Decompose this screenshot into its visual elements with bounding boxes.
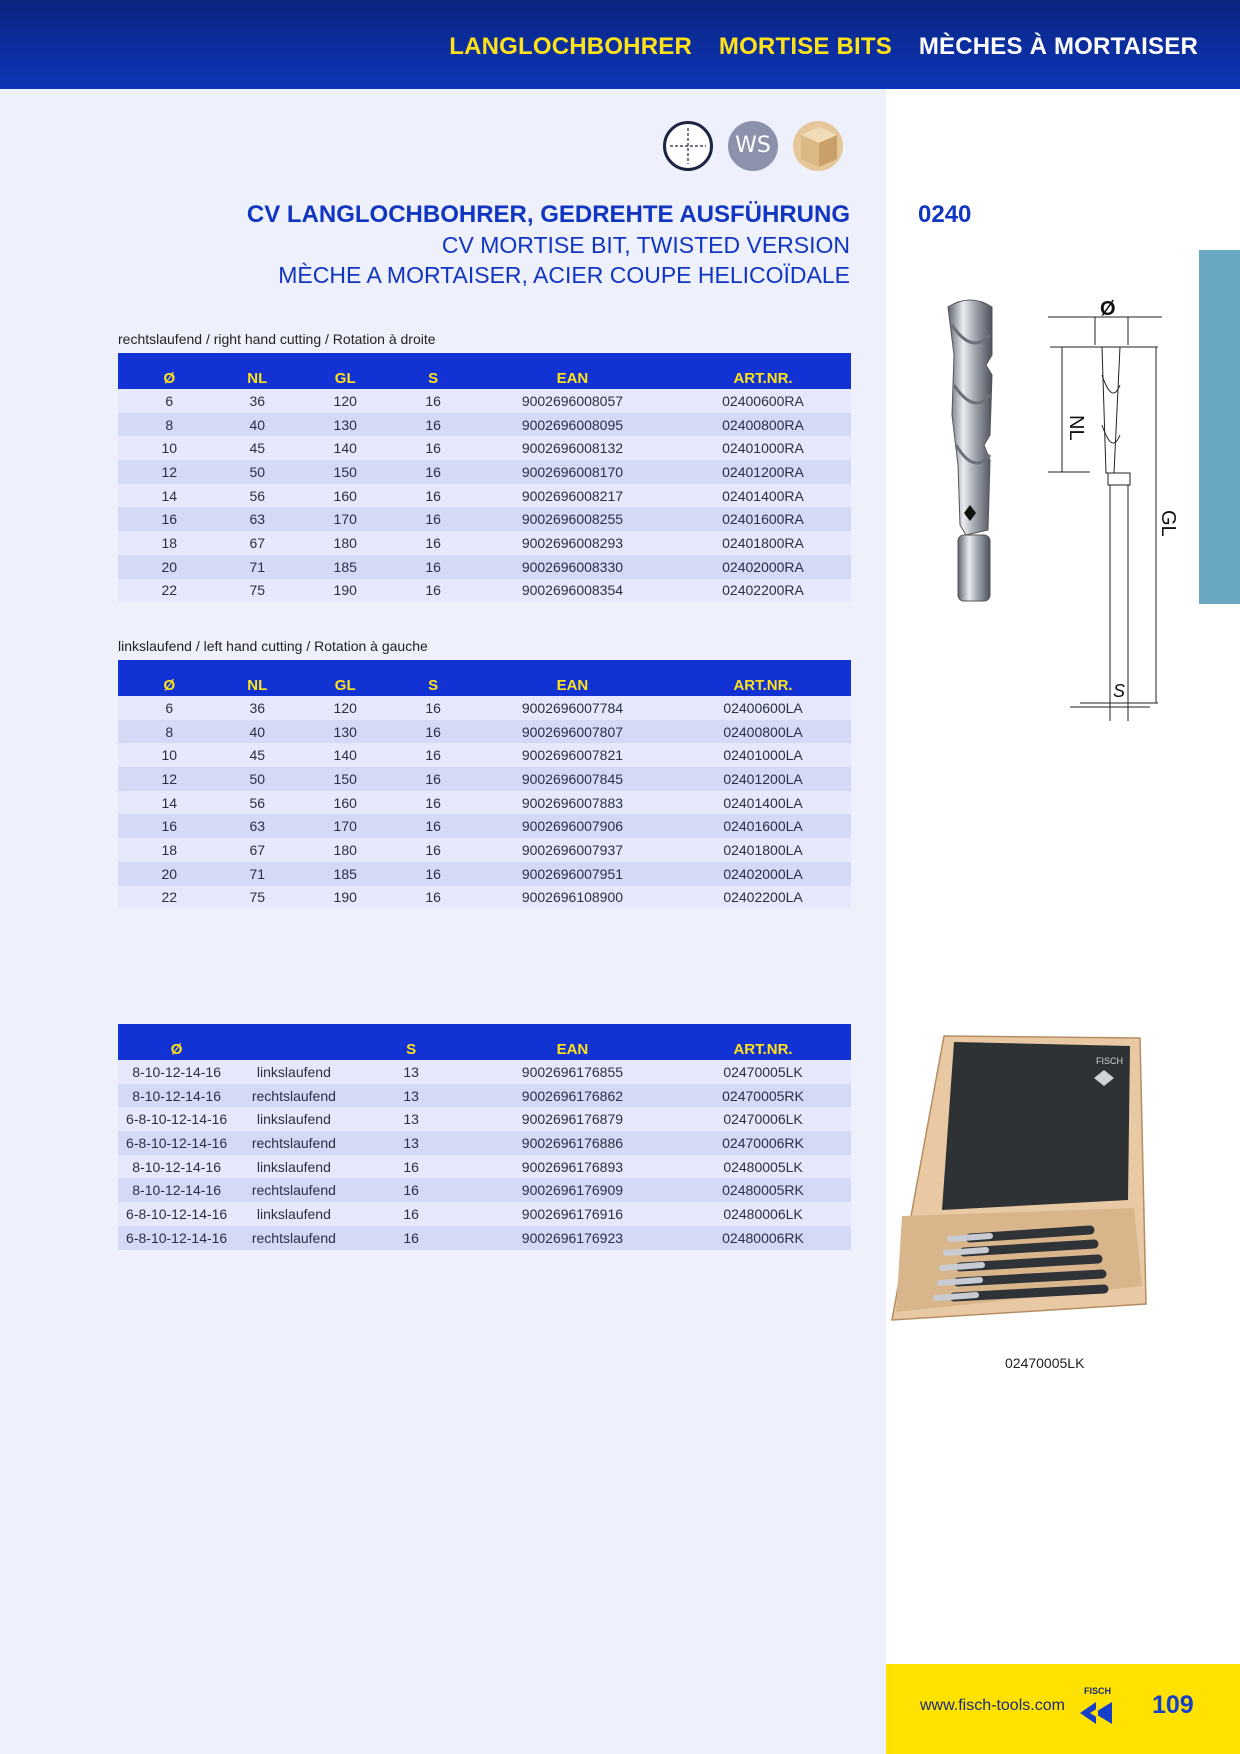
table-right-hand [118, 353, 851, 602]
cell-nl: 56 [221, 484, 294, 508]
cell-ean: 9002696007906 [470, 814, 675, 838]
cell-nl: 75 [221, 579, 294, 603]
cell-ean: 9002696007937 [470, 838, 675, 862]
cell-diameter: 20 [118, 555, 221, 579]
table-row [118, 413, 851, 437]
cell-direction: rechtslaufend [235, 1226, 352, 1250]
cell-gl: 185 [294, 862, 397, 886]
table-row [118, 1155, 851, 1179]
cell-artnr: 02470005RK [675, 1084, 851, 1108]
col-header-artnr: ART.NR. [675, 660, 851, 696]
cell-diameter: 22 [118, 886, 221, 910]
cell-diameter: 8 [118, 413, 221, 437]
side-tab [1199, 250, 1240, 604]
cell-ean: 9002696008132 [470, 436, 675, 460]
table-row [118, 507, 851, 531]
cell-gl: 130 [294, 720, 397, 744]
cell-gl: 120 [294, 389, 397, 413]
cell-ean: 9002696176909 [470, 1178, 675, 1202]
cell-s: 16 [397, 886, 470, 910]
cell-direction: linkslaufend [235, 1060, 352, 1084]
cell-diameter: 18 [118, 531, 221, 555]
cell-diameter: 18 [118, 838, 221, 862]
cell-s: 16 [397, 838, 470, 862]
cell-diameter: 16 [118, 507, 221, 531]
cell-ean: 9002696007845 [470, 767, 675, 791]
cell-nl: 71 [221, 862, 294, 886]
cell-gl: 160 [294, 791, 397, 815]
footer-url-link[interactable]: www.fisch-tools.com [920, 1697, 1065, 1714]
cell-ean: 9002696176923 [470, 1226, 675, 1250]
col-header-ean: EAN [470, 353, 675, 389]
cell-artnr: 02401000LA [675, 743, 851, 767]
col-header-diameter: Ø [118, 1024, 235, 1060]
table-row [118, 1107, 851, 1131]
cell-gl: 190 [294, 886, 397, 910]
cell-artnr: 02402000LA [675, 862, 851, 886]
cell-ean: 9002696176893 [470, 1155, 675, 1179]
cell-diameter: 8-10-12-14-16 [118, 1084, 235, 1108]
cell-nl: 63 [221, 814, 294, 838]
cell-artnr: 02401200LA [675, 767, 851, 791]
cell-s: 16 [397, 460, 470, 484]
header-title-fr: MÈCHES À MORTAISER [918, 33, 1198, 60]
cell-ean: 9002696008255 [470, 507, 675, 531]
cell-diameter: 6 [118, 696, 221, 720]
cell-artnr: 02470006LK [675, 1107, 851, 1131]
cell-diameter: 6-8-10-12-14-16 [118, 1226, 235, 1250]
cell-diameter: 6 [118, 389, 221, 413]
cell-s: 16 [397, 413, 470, 437]
col-header-s: S [353, 1024, 470, 1060]
cell-diameter: 14 [118, 791, 221, 815]
cell-s: 16 [397, 484, 470, 508]
table-row [118, 720, 851, 744]
cell-s: 16 [397, 743, 470, 767]
cell-nl: 50 [221, 767, 294, 791]
table-row [118, 886, 851, 910]
cell-diameter: 22 [118, 579, 221, 603]
cell-ean: 9002696176862 [470, 1084, 675, 1108]
drill-bit-photo [948, 300, 992, 601]
cell-diameter: 6-8-10-12-14-16 [118, 1202, 235, 1226]
table-sets [118, 1024, 851, 1250]
table-row [118, 460, 851, 484]
cell-s: 16 [397, 791, 470, 815]
table-row [118, 531, 851, 555]
cell-ean: 9002696007807 [470, 720, 675, 744]
table-row [118, 1202, 851, 1226]
table-row [118, 791, 851, 815]
cell-nl: 67 [221, 531, 294, 555]
table-row [118, 838, 851, 862]
table-left-hand [118, 660, 851, 909]
footer-logo-text: FISCH [1084, 1686, 1111, 1696]
cell-diameter: 10 [118, 743, 221, 767]
mortise-bit-illustration [930, 295, 1179, 715]
table-header-row [118, 1024, 851, 1060]
table-row [118, 743, 851, 767]
cell-diameter: 8-10-12-14-16 [118, 1060, 235, 1084]
cell-direction: linkslaufend [235, 1107, 352, 1131]
col-header-diameter: Ø [118, 660, 221, 696]
col-header-direction [235, 1024, 352, 1060]
cell-nl: 45 [221, 436, 294, 460]
cell-s: 16 [353, 1155, 470, 1179]
table-row [118, 579, 851, 603]
cell-s: 16 [353, 1178, 470, 1202]
col-header-ean: EAN [470, 660, 675, 696]
page-number: 109 [1152, 1691, 1194, 1719]
cell-artnr: 02480006RK [675, 1226, 851, 1250]
cell-ean: 9002696008354 [470, 579, 675, 603]
cell-artnr: 02402200RA [675, 579, 851, 603]
cell-s: 13 [353, 1107, 470, 1131]
cell-artnr: 02402000RA [675, 555, 851, 579]
product-title-en: CV MORTISE BIT, TWISTED VERSION [441, 232, 850, 258]
cell-s: 16 [397, 436, 470, 460]
cell-artnr: 02401600LA [675, 814, 851, 838]
cell-nl: 45 [221, 743, 294, 767]
cell-direction: rechtslaufend [235, 1084, 352, 1108]
product-title-fr: MÈCHE A MORTAISER, ACIER COUPE HELICOÏDALE [278, 262, 850, 288]
dim-gl-label: GL [1157, 510, 1179, 537]
cell-nl: 67 [221, 838, 294, 862]
box-brand-label: FISCH [1096, 1056, 1123, 1066]
cell-nl: 56 [221, 791, 294, 815]
cell-artnr: 02401200RA [675, 460, 851, 484]
product-title-de: CV LANGLOCHBOHRER, GEDREHTE AUSFÜHRUNG [246, 201, 850, 228]
cell-ean: 9002696176855 [470, 1060, 675, 1084]
cell-gl: 170 [294, 814, 397, 838]
bit-set-box-photo [890, 1020, 1156, 1360]
ws-badge-icon: WS [728, 121, 778, 171]
cell-diameter: 8 [118, 720, 221, 744]
cell-ean: 9002696008057 [470, 389, 675, 413]
cell-direction: rechtslaufend [235, 1131, 352, 1155]
cell-direction: linkslaufend [235, 1155, 352, 1179]
cell-nl: 36 [221, 696, 294, 720]
cell-nl: 75 [221, 886, 294, 910]
cell-diameter: 8-10-12-14-16 [118, 1155, 235, 1179]
table-header-row [118, 660, 851, 696]
cell-nl: 40 [221, 720, 294, 744]
cell-artnr: 02401800RA [675, 531, 851, 555]
col-header-gl: GL [294, 660, 397, 696]
col-header-nl: NL [221, 353, 294, 389]
cell-s: 16 [397, 720, 470, 744]
caption-left-hand: linkslaufend / left hand cutting / Rotation à gauche [118, 638, 428, 654]
cell-artnr: 02401400RA [675, 484, 851, 508]
col-header-nl: NL [221, 660, 294, 696]
cell-diameter: 16 [118, 814, 221, 838]
cell-gl: 190 [294, 579, 397, 603]
header-title-en: MORTISE BITS [718, 33, 892, 60]
cell-artnr: 02470006RK [675, 1131, 851, 1155]
table-row [118, 814, 851, 838]
cell-s: 16 [397, 814, 470, 838]
cell-ean: 9002696007883 [470, 791, 675, 815]
fisch-logo-icon [1084, 1686, 1128, 1728]
cell-s: 16 [397, 767, 470, 791]
cell-artnr: 02401800LA [675, 838, 851, 862]
table-row [118, 389, 851, 413]
cell-ean: 9002696176916 [470, 1202, 675, 1226]
cell-ean: 9002696008095 [470, 413, 675, 437]
wood-block-icon [793, 121, 843, 171]
cell-artnr: 02470005LK [675, 1060, 851, 1084]
col-header-gl: GL [294, 353, 397, 389]
dimension-drawing [1048, 317, 1162, 721]
table-row [118, 1060, 851, 1084]
table-row [118, 1178, 851, 1202]
header-titles [429, 33, 1198, 61]
cell-gl: 140 [294, 743, 397, 767]
col-header-artnr: ART.NR. [675, 1024, 851, 1060]
cell-ean: 9002696008170 [470, 460, 675, 484]
cell-s: 16 [397, 555, 470, 579]
cell-diameter: 10 [118, 436, 221, 460]
cell-artnr: 02480005RK [675, 1178, 851, 1202]
table-row [118, 555, 851, 579]
cell-ean: 9002696008293 [470, 531, 675, 555]
cell-diameter: 12 [118, 460, 221, 484]
cell-artnr: 02402200LA [675, 886, 851, 910]
page-footer [886, 1664, 1240, 1754]
cell-artnr: 02401600RA [675, 507, 851, 531]
cell-nl: 40 [221, 413, 294, 437]
cell-nl: 71 [221, 555, 294, 579]
cell-diameter: 20 [118, 862, 221, 886]
cell-artnr: 02400800LA [675, 720, 851, 744]
table-row [118, 862, 851, 886]
cell-gl: 140 [294, 436, 397, 460]
cell-s: 13 [353, 1084, 470, 1108]
cell-gl: 160 [294, 484, 397, 508]
cell-artnr: 02400600LA [675, 696, 851, 720]
table-row [118, 696, 851, 720]
cell-s: 16 [397, 696, 470, 720]
cell-s: 16 [397, 579, 470, 603]
cell-ean: 9002696176879 [470, 1107, 675, 1131]
table-row [118, 1131, 851, 1155]
cell-s: 16 [353, 1226, 470, 1250]
caption-right-hand: rechtslaufend / right hand cutting / Rotation à droite [118, 331, 436, 347]
cell-s: 16 [397, 531, 470, 555]
cell-ean: 9002696007784 [470, 696, 675, 720]
cell-gl: 130 [294, 413, 397, 437]
page-header [0, 0, 1240, 89]
product-title-block [247, 200, 850, 290]
cell-ean: 9002696007951 [470, 862, 675, 886]
cell-ean: 9002696007821 [470, 743, 675, 767]
header-title-de: LANGLOCHBOHRER [449, 33, 692, 60]
dim-nl-label: NL [1065, 415, 1087, 441]
cell-s: 16 [353, 1202, 470, 1226]
cell-artnr: 02400800RA [675, 413, 851, 437]
cell-ean: 9002696008330 [470, 555, 675, 579]
set-image-caption: 02470005LK [1005, 1355, 1085, 1371]
cell-artnr: 02401000RA [675, 436, 851, 460]
crosshair-icon [663, 121, 713, 171]
cell-nl: 63 [221, 507, 294, 531]
table-row [118, 1226, 851, 1250]
cell-artnr: 02480006LK [675, 1202, 851, 1226]
cell-gl: 180 [294, 838, 397, 862]
cell-s: 13 [353, 1060, 470, 1084]
cell-s: 16 [397, 862, 470, 886]
cell-artnr: 02401400LA [675, 791, 851, 815]
cell-ean: 9002696108900 [470, 886, 675, 910]
cell-gl: 150 [294, 767, 397, 791]
table-row [118, 1084, 851, 1108]
cell-nl: 50 [221, 460, 294, 484]
cell-s: 13 [353, 1131, 470, 1155]
col-header-diameter: Ø [118, 353, 221, 389]
cell-s: 16 [397, 389, 470, 413]
col-header-ean: EAN [470, 1024, 675, 1060]
dim-diameter-label: Ø [1100, 298, 1116, 320]
cell-diameter: 6-8-10-12-14-16 [118, 1107, 235, 1131]
table-row [118, 484, 851, 508]
table-row [118, 436, 851, 460]
cell-gl: 120 [294, 696, 397, 720]
cell-direction: rechtslaufend [235, 1178, 352, 1202]
cell-nl: 36 [221, 389, 294, 413]
cell-ean: 9002696008217 [470, 484, 675, 508]
table-header-row [118, 353, 851, 389]
cell-gl: 170 [294, 507, 397, 531]
product-code: 0240 [918, 201, 972, 228]
cell-gl: 185 [294, 555, 397, 579]
col-header-s: S [397, 353, 470, 389]
cell-s: 16 [397, 507, 470, 531]
cell-gl: 180 [294, 531, 397, 555]
cell-diameter: 14 [118, 484, 221, 508]
table-row [118, 767, 851, 791]
col-header-artnr: ART.NR. [675, 353, 851, 389]
col-header-s: S [397, 660, 470, 696]
cell-direction: linkslaufend [235, 1202, 352, 1226]
cell-artnr: 02480005LK [675, 1155, 851, 1179]
cell-artnr: 02400600RA [675, 389, 851, 413]
cell-gl: 150 [294, 460, 397, 484]
cell-diameter: 8-10-12-14-16 [118, 1178, 235, 1202]
cell-ean: 9002696176886 [470, 1131, 675, 1155]
cell-diameter: 12 [118, 767, 221, 791]
dim-s-label: S [1113, 681, 1126, 701]
cell-diameter: 6-8-10-12-14-16 [118, 1131, 235, 1155]
